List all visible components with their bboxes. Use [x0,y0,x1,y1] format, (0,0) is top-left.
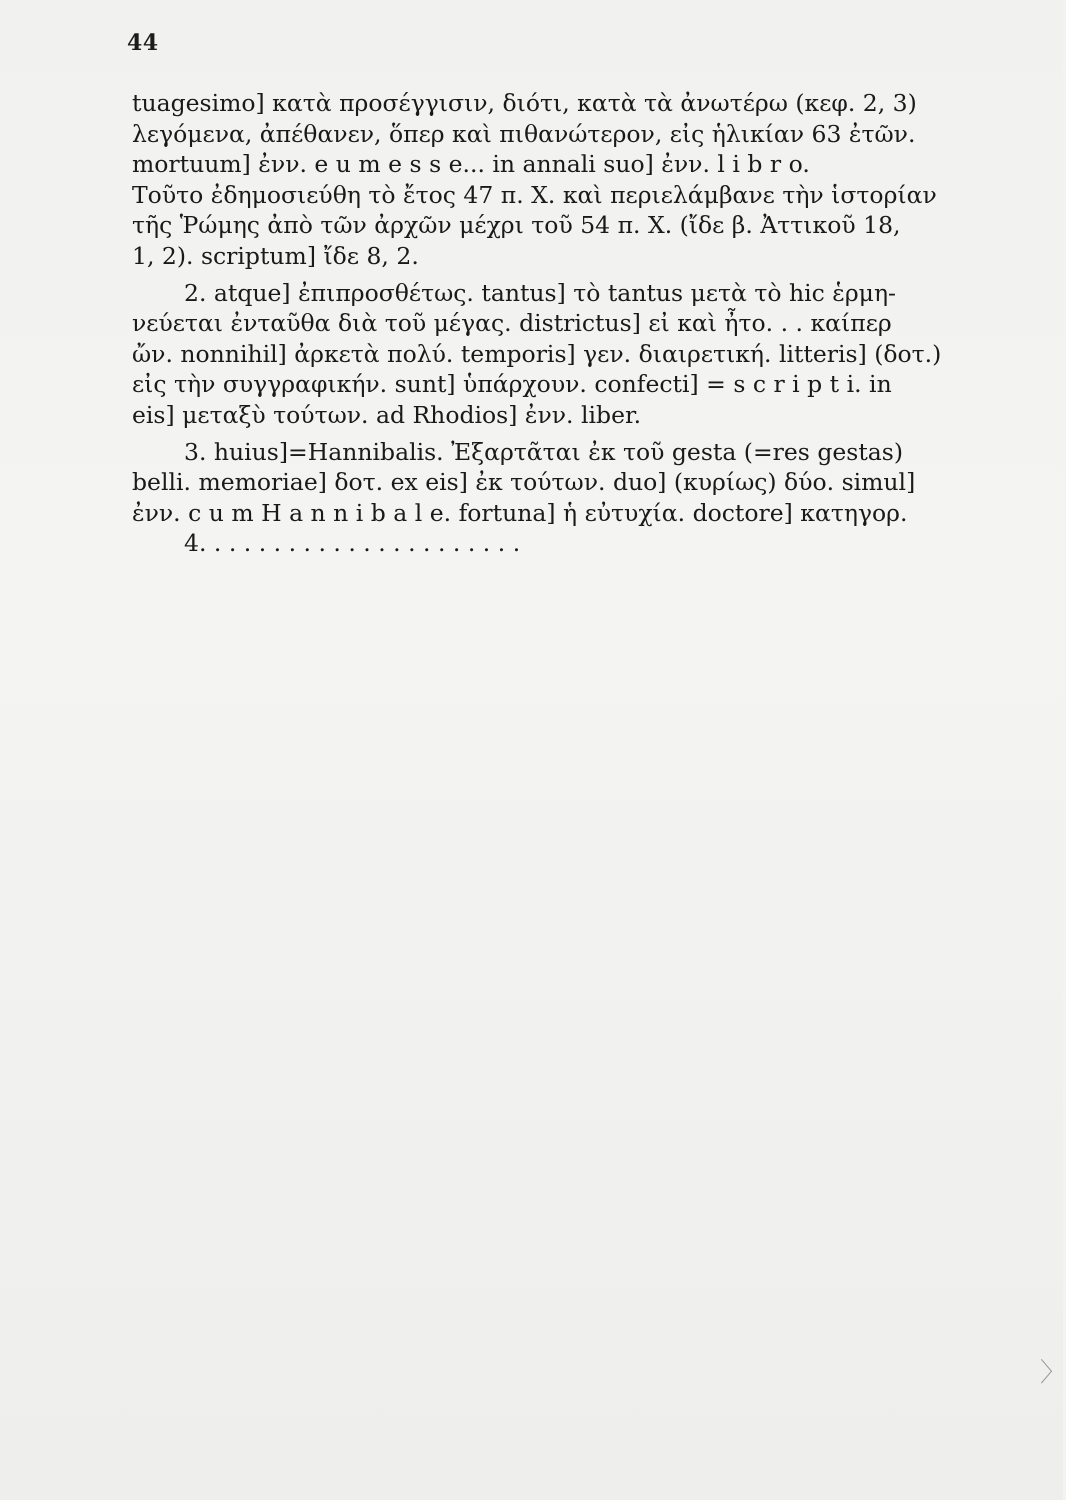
text-line: νεύεται ἐνταῦθα διὰ τοῦ μέγας. districtus] εἰ καὶ ἦτο. . . καίπερ [132,309,892,338]
text-line: ὤν. nonnihil] ἀρκετὰ πολύ. temporis] γεν. διαιρετική. litteris] (δοτ.) [132,339,942,368]
text-line: Τοῦτο ἐδημοσιεύθη τὸ ἔτος 47 π. Χ. καὶ περιελάμβανε τὴν ἱστορίαν [132,180,937,209]
text-line: belli. memoriae] δοτ. ex eis] ἐκ τούτων. duo] (κυρίως) δύο. simul] [132,468,916,497]
text-line: ἐνν. c u m H a n n i b a l e. fortuna] ἡ εὐτυχία. doctore] κατηγορ. [132,498,908,527]
commentary-text [132,88,984,559]
text-line: εἰς τὴν συγγραφικήν. sunt] ὑπάρχουν. confecti] = s c r i p t i. in [132,370,892,399]
paragraph-2-start: 2. atque] ἐπιπροσθέτως. tantus] τὸ tantus μετὰ τὸ hic ἑρμη- [184,278,896,307]
text-line: 1, 2). scriptum] ἴδε 8, 2. [132,241,419,270]
text-line: tuagesimo] κατὰ προσέγγισιν, διότι, κατὰ τὰ ἀνωτέρω (κεφ. 2, 3) [132,89,917,117]
paragraph-4-start: 4. . . . . . . . . . . . . . . . . . . . . . [184,529,521,558]
text-line: mortuum] ἐνν. e u m e s s e... in annali suo] ἐνν. l i b r o. [132,150,810,179]
text-line: λεγόμενα, ἀπέθανεν, ὅπερ καὶ πιθανώτερον, εἰς ἡλικίαν 63 ἐτῶν. [132,119,916,148]
text-line: eis] μεταξὺ τούτων. ad Rhodios] ἐνν. liber. [132,400,642,429]
text-line: τῆς Ῥώμης ἀπὸ τῶν ἀρχῶν μέχρι τοῦ 54 π. Χ. (ἴδε β. Ἀττικοῦ 18, [132,211,901,240]
page-number: 44 [127,30,159,56]
fold-mark: 〉 [1040,1358,1066,1388]
paragraph-3-start: 3. huius]=Hannibalis. Ἐξαρτᾶται ἐκ τοῦ gesta (=res gestas) [184,437,904,466]
